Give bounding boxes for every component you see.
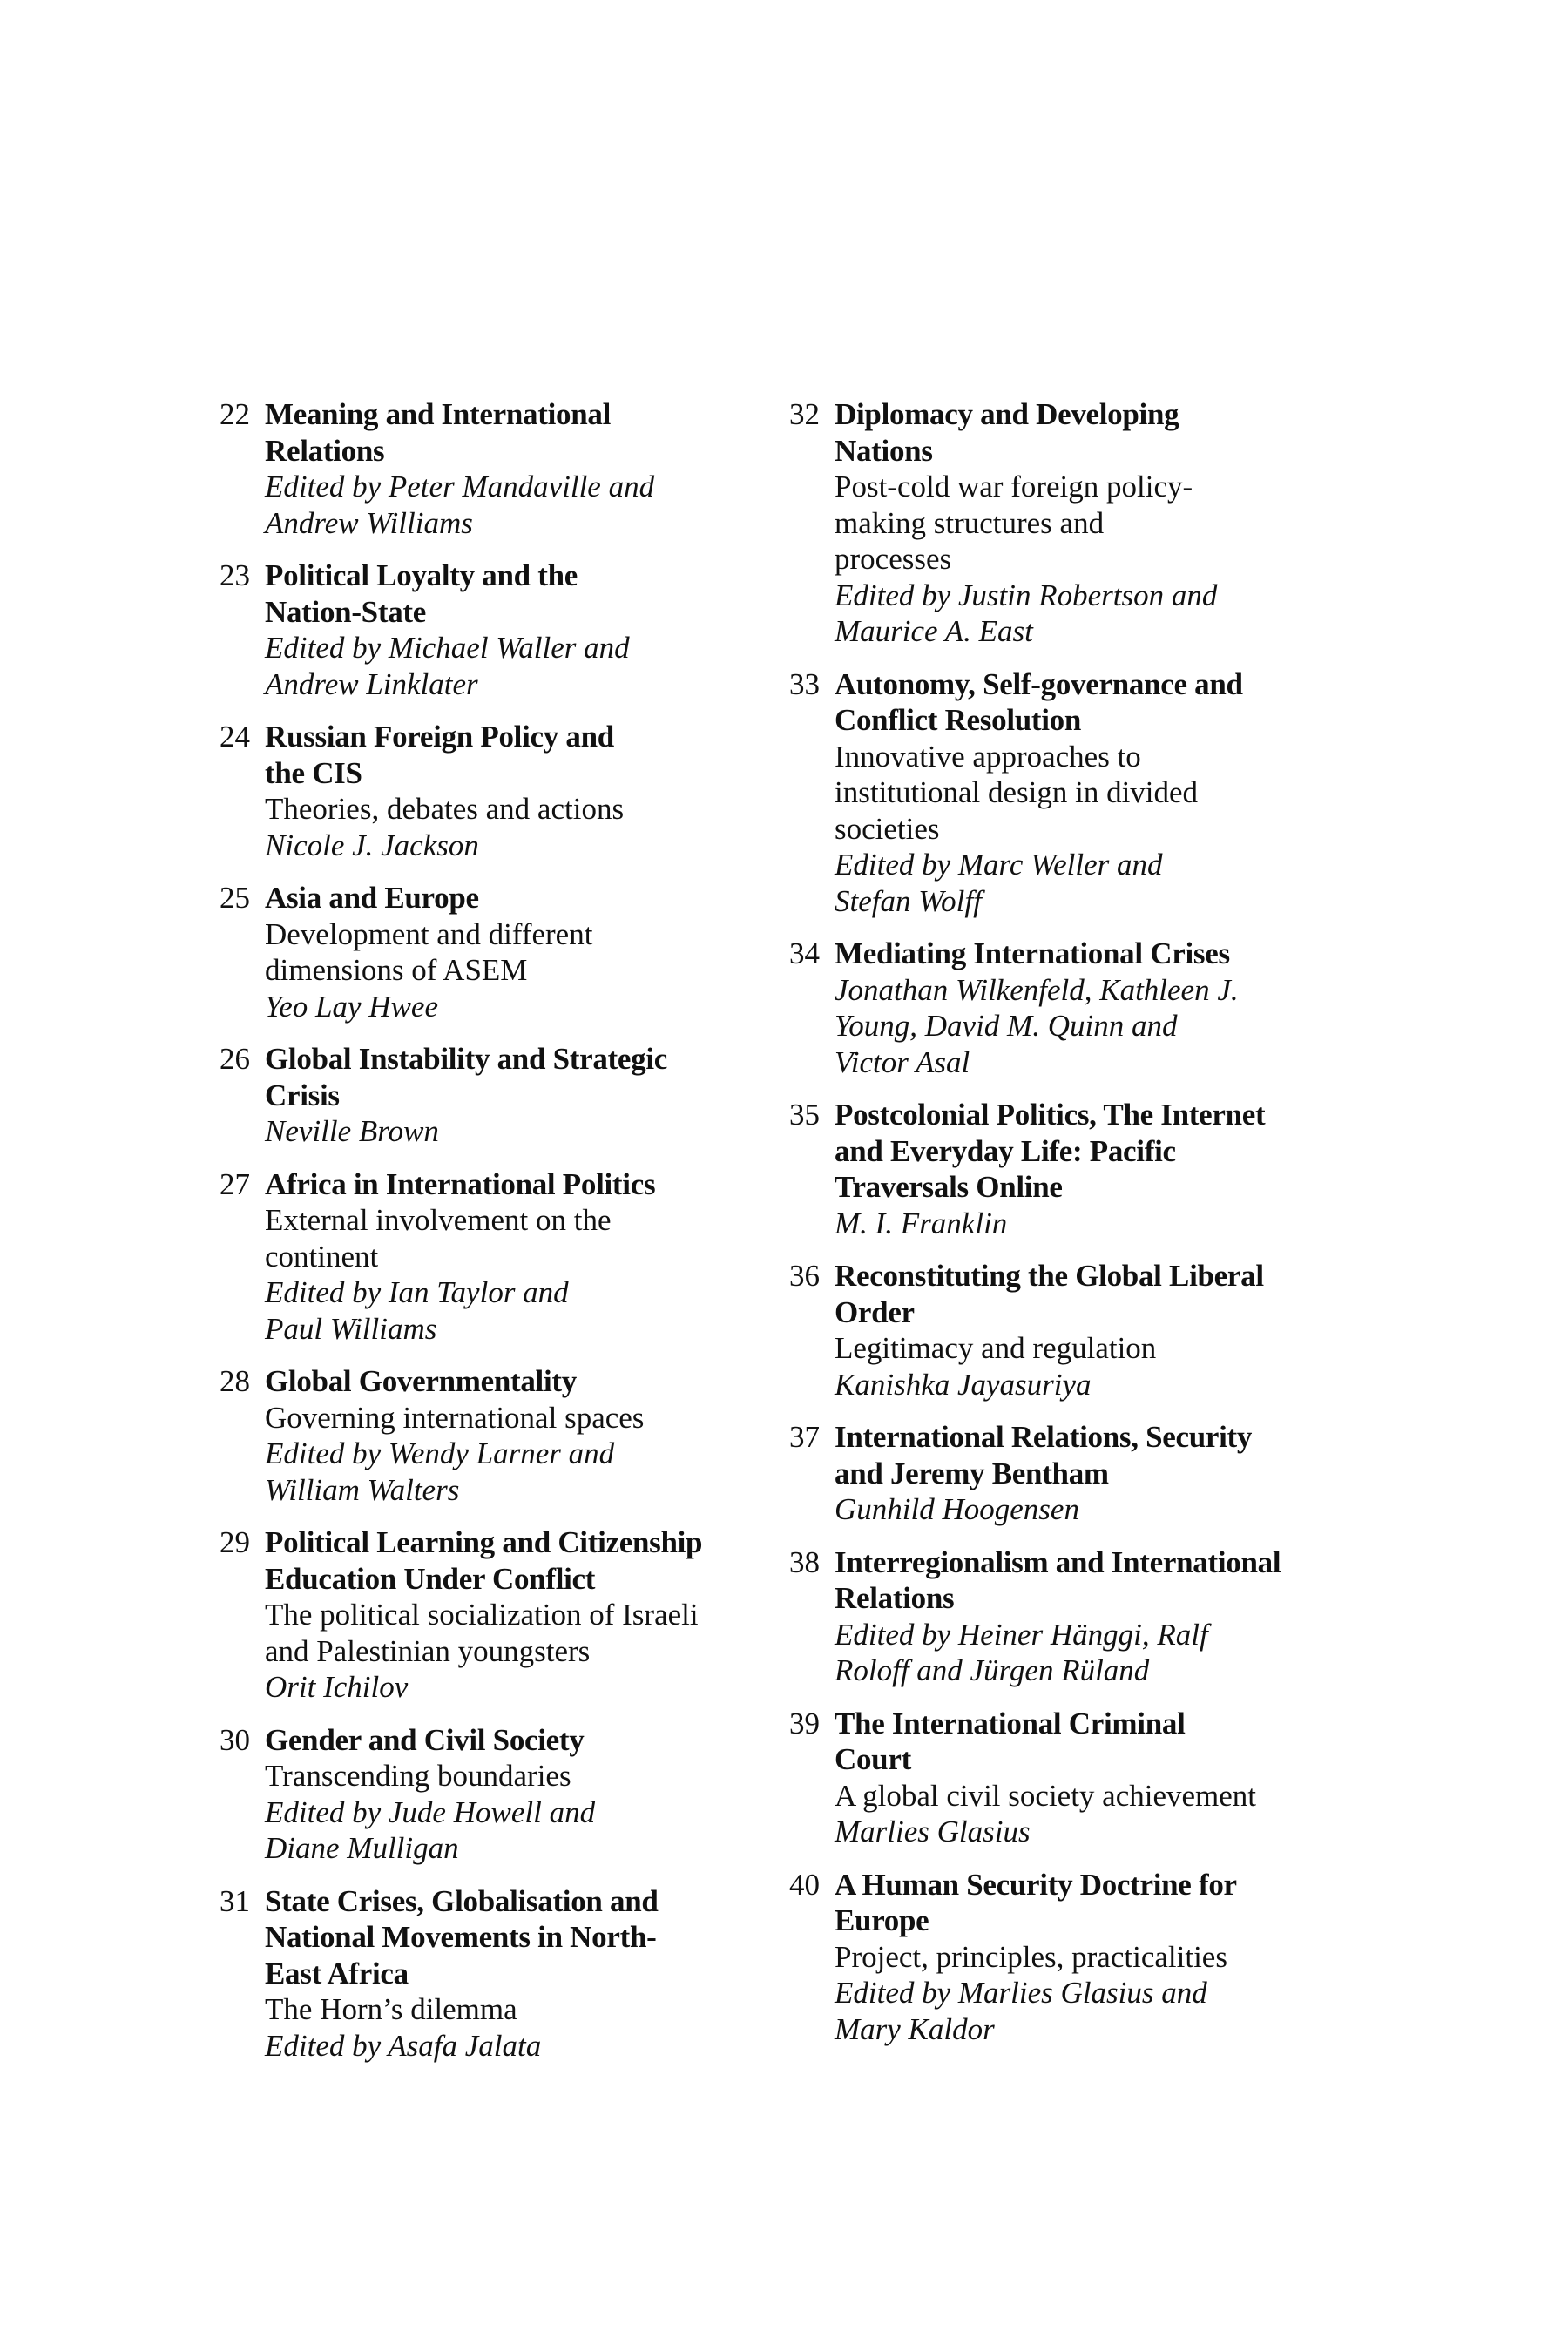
entry-number: 39 [789,1706,820,1740]
series-entry [789,1867,1312,2048]
entry-title-line: Reconstituting the Global Liberal [835,1259,1264,1293]
entry-body [265,719,742,863]
entry-title-line: Crisis [265,1078,340,1112]
entry-subtitle-line: External involvement on the [265,1203,612,1237]
entry-title-line: Africa in International Politics [265,1166,656,1201]
entry-subtitle-line: societies [835,811,940,846]
entry-body [835,1706,1312,1850]
entry-body [835,1419,1312,1528]
entry-title-line: Political Learning and Citizenship [265,1525,703,1559]
series-entry [220,1524,742,1706]
entry-title-line: Postcolonial Politics, The Internet [835,1098,1266,1132]
entry-body [265,1041,742,1150]
entry-subtitle-line: Project, principles, practicalities [835,1939,1227,1974]
entry-title-line: Nation-State [265,594,426,629]
entry-title-line: Global Instability and Strategic [265,1042,667,1076]
entry-body [835,936,1312,1080]
series-entry [789,666,1312,920]
entry-body [835,1258,1312,1402]
entry-author-line: Diane Mulligan [265,1831,459,1865]
entry-title-line: International Relations, Security [835,1420,1253,1454]
entry-title-line: Relations [835,1581,955,1615]
entry-subtitle-line: Theories, debates and actions [265,792,625,826]
entry-subtitle-line: The political socialization of Israeli [265,1598,699,1632]
entry-number: 33 [789,666,820,701]
entry-author-line: Victor Asal [835,1044,970,1079]
entry-author-line: Andrew Williams [265,505,473,540]
entry-body [835,396,1312,650]
entry-author-line: M. I. Franklin [835,1206,1008,1240]
entry-title-line: the CIS [265,755,362,790]
entry-number: 30 [220,1722,250,1757]
entry-body [265,558,742,702]
entry-body [265,1363,742,1508]
entry-subtitle-line: The Horn’s dilemma [265,1992,517,2026]
entry-title-line: East Africa [265,1956,409,1990]
entry-title-line: Order [835,1294,915,1329]
entry-title-line: Meaning and International [265,397,611,431]
entry-title-line: and Everyday Life: Pacific [835,1133,1176,1168]
entry-number: 22 [220,397,250,431]
entry-author-line: Young, David M. Quinn and [835,1009,1178,1043]
entry-title-line: Global Governmentality [265,1364,577,1398]
entry-subtitle-line: Post-cold war foreign policy- [835,470,1193,504]
entry-author-line: Marlies Glasius [835,1815,1031,1848]
entry-subtitle-line: Legitimacy and regulation [835,1331,1157,1365]
entry-author-line: Edited by Peter Mandaville and [265,470,655,504]
entry-author-line: Paul Williams [265,1311,437,1346]
entry-number: 32 [789,397,820,431]
series-entry [220,1363,742,1508]
series-entry [789,1706,1312,1850]
entry-title-line: State Crises, Globalisation and [265,1883,659,1918]
entry-author-line: Yeo Lay Hwee [265,989,438,1024]
series-entry [220,396,742,541]
entry-subtitle-line: processes [835,542,952,576]
series-entry [789,1097,1312,1241]
entry-author-line: Roloff and Jürgen Rüland [835,1653,1150,1687]
entry-number: 29 [220,1525,250,1559]
entry-title-line: National Movements in North- [265,1920,657,1954]
entry-author-line: Neville Brown [265,1114,439,1148]
entry-number: 38 [789,1544,820,1579]
entry-title-line: A Human Security Doctrine for [835,1867,1237,1902]
entry-author-line: Edited by Asafa Jalata [265,2028,542,2063]
entry-title-line: Nations [835,433,933,468]
entry-subtitle-line: institutional design in divided [835,775,1199,809]
entry-author-line: Edited by Heiner Hänggi, Ralf [835,1617,1208,1652]
series-entry [220,880,742,1024]
entry-number: 26 [220,1042,250,1076]
entry-subtitle-line: Development and different [265,916,593,951]
entry-body [835,1867,1312,2048]
entry-subtitle-line: Governing international spaces [265,1400,645,1435]
entry-author-line: Edited by Ian Taylor and [265,1275,569,1309]
entry-title-line: Interregionalism and International [835,1544,1281,1579]
entry-number: 27 [220,1166,250,1201]
entry-title-line: Gender and Civil Society [265,1722,585,1757]
entry-body [835,1544,1312,1689]
entry-body [265,1166,742,1348]
entry-number: 31 [220,1883,250,1918]
entry-title-line: Diplomacy and Developing [835,397,1179,431]
entry-author-line: William Walters [265,1472,460,1507]
entry-subtitle-line: Innovative approaches to [835,739,1141,774]
entry-body [265,1883,742,2065]
series-entry [220,1166,742,1348]
entry-title-line: and Jeremy Bentham [835,1456,1109,1490]
series-entry [789,396,1312,650]
entry-author-line: Edited by Marc Weller and [835,848,1163,882]
entry-subtitle-line: making structures and [835,505,1105,540]
entry-number: 36 [789,1259,820,1293]
entry-body [265,1524,742,1706]
series-entry [220,1722,742,1867]
entry-author-line: Edited by Jude Howell and [265,1794,596,1829]
entry-subtitle-line: Transcending boundaries [265,1759,571,1793]
entry-title-line: Political Loyalty and the [265,558,578,592]
series-entry [220,558,742,702]
entry-body [265,1722,742,1867]
entry-number: 34 [789,936,820,970]
entry-title-line: Relations [265,433,385,468]
right-column [789,396,1312,2064]
entry-author-line: Edited by Marlies Glasius and [835,1976,1207,2010]
entry-author-line: Gunhild Hoogensen [835,1492,1079,1526]
entry-title-line: The International Criminal [835,1706,1186,1740]
entry-author-line: Maurice A. East [835,614,1033,648]
entry-body [835,666,1312,920]
entry-title-line: Education Under Conflict [265,1561,596,1596]
entry-number: 37 [789,1420,820,1454]
entry-author-line: Edited by Justin Robertson and [835,578,1218,612]
entry-subtitle-line: A global civil society achievement [835,1778,1257,1813]
series-entry [789,1258,1312,1402]
entry-body [265,880,742,1024]
entry-title-line: Europe [835,1903,929,1937]
entry-body [835,1097,1312,1241]
series-entry [220,1041,742,1150]
entry-author-line: Andrew Linklater [265,666,478,701]
entry-title-line: Conflict Resolution [835,703,1082,737]
entry-number: 24 [220,720,250,754]
entry-number: 23 [220,558,250,592]
entry-subtitle-line: continent [265,1239,379,1274]
entry-title-line: Court [835,1742,911,1776]
entry-number: 40 [789,1867,820,1902]
entry-title-line: Traversals Online [835,1170,1063,1204]
series-entry [789,1544,1312,1689]
entry-number: 35 [789,1098,820,1132]
series-entry [220,1883,742,2065]
entry-author-line: Edited by Wendy Larner and [265,1436,615,1470]
entry-author-line: Edited by Michael Waller and [265,631,630,665]
series-entry [789,936,1312,1080]
entry-author-line: Orit Ichilov [265,1670,409,1704]
entry-number: 25 [220,881,250,915]
entry-subtitle-line: dimensions of ASEM [265,953,528,987]
entry-title-line: Asia and Europe [265,881,479,915]
entry-title-line: Autonomy, Self-governance and [835,666,1243,701]
entry-number: 28 [220,1364,250,1398]
entry-author-line: Jonathan Wilkenfeld, Kathleen J. [835,972,1239,1007]
entry-subtitle-line: and Palestinian youngsters [265,1633,591,1668]
entry-body [265,396,742,541]
entry-author-line: Kanishka Jayasuriya [835,1367,1092,1402]
entry-author-line: Stefan Wolff [835,883,982,918]
entry-author-line: Mary Kaldor [835,2011,995,2046]
entry-title-line: Mediating International Crises [835,936,1230,970]
series-entry [220,719,742,863]
entry-title-line: Russian Foreign Policy and [265,720,614,754]
series-entry [789,1419,1312,1528]
left-column [220,396,742,2080]
entry-author-line: Nicole J. Jackson [265,828,479,862]
